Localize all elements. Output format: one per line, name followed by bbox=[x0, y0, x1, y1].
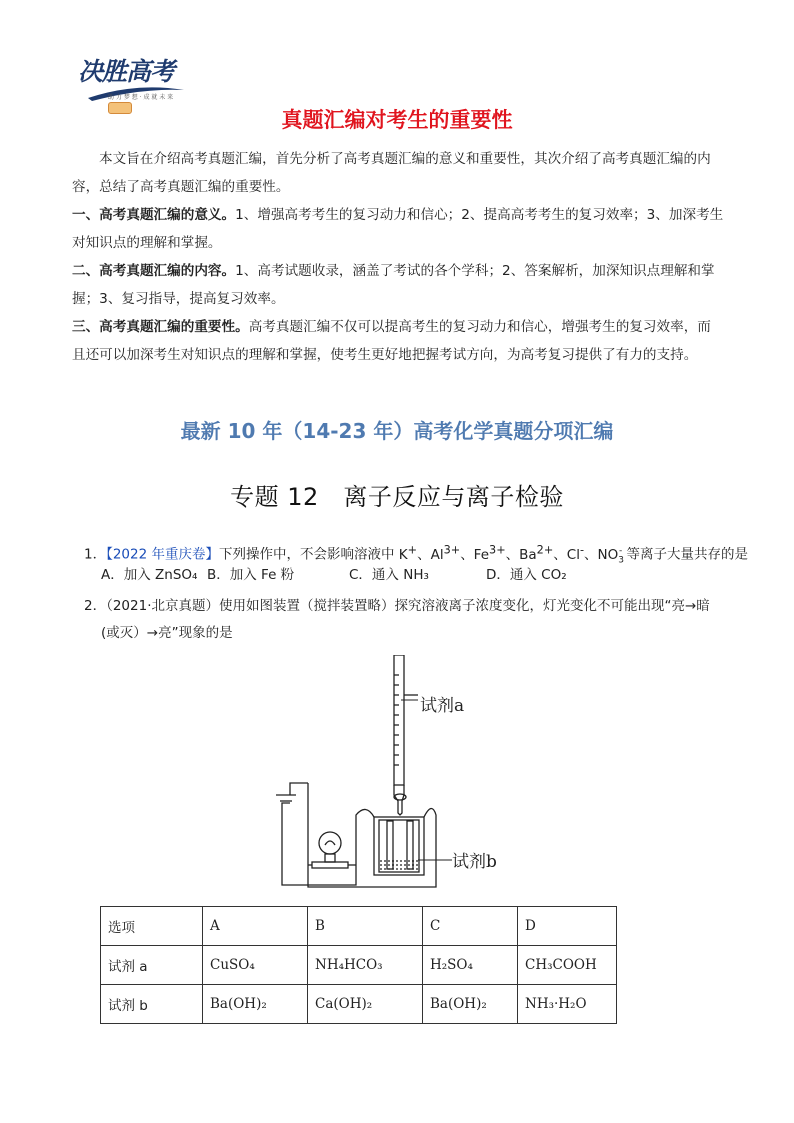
table-row bbox=[101, 907, 617, 946]
question-2-line-1: 2．（2021·北京真题）使用如图装置（搅拌装置略）探究溶液离子浓度变化，灯光变化不可能出现“亮→暗 bbox=[84, 598, 710, 614]
option-a: A．加入 ZnSO₄ bbox=[101, 567, 198, 583]
table-cell: H₂SO₄ bbox=[423, 946, 518, 985]
table-cell: CuSO₄ bbox=[203, 946, 308, 985]
option-d: D．通入 CO₂ bbox=[486, 567, 567, 583]
question-source: 【2022 年重庆卷】 bbox=[106, 546, 219, 563]
table-cell: A bbox=[203, 907, 308, 946]
conductivity-apparatus-figure bbox=[268, 655, 530, 895]
collection-subtitle: 最新 10 年（14-23 年）高考化学真题分项汇编 bbox=[180, 419, 614, 443]
table-row bbox=[101, 985, 617, 1024]
table-cell: Ca(OH)₂ bbox=[308, 985, 423, 1024]
table-cell: 试剂 b bbox=[101, 985, 203, 1024]
burette-icon bbox=[394, 655, 418, 815]
reagent-b-label: 试剂b bbox=[452, 852, 497, 872]
main-title: 真题汇编对考生的重要性 bbox=[281, 108, 513, 132]
section-body: 1、增强高考考生的复习动力和信心；2、提高高考考生的复习效率；3、加深考生对知识点的理解和掌握。 bbox=[72, 207, 724, 251]
question-1-options bbox=[101, 563, 567, 583]
question-stem-end: 等离子大量共存的是 bbox=[622, 546, 749, 563]
question-2-line-2: (或灭）→亮”现象的是 bbox=[101, 625, 233, 641]
table-cell: Ba(OH)₂ bbox=[203, 985, 308, 1024]
table-cell: C bbox=[423, 907, 518, 946]
table-cell: 试剂 a bbox=[101, 946, 203, 985]
question-2 bbox=[84, 593, 724, 647]
intro-paragraph: 本文旨在介绍高考真题汇编，首先分析了高考真题汇编的意义和重要性，其次介绍了高考真题汇编的内容，总结了高考真题汇编的重要性。 bbox=[72, 151, 711, 195]
table-cell: Ba(OH)₂ bbox=[423, 985, 518, 1024]
table-cell: 选项 bbox=[101, 907, 203, 946]
ion-list: K+、$Al^{3+}$、$Fe^{3+}$、$Ba^{2+}$、Cl-、$NO_3^-$ bbox=[398, 543, 624, 566]
section-importance bbox=[72, 313, 724, 369]
table-cell: D bbox=[518, 907, 617, 946]
option-c: C．通入 NH₃ bbox=[349, 567, 429, 583]
section-heading: 二、高考真题汇编的内容。 bbox=[72, 263, 236, 279]
topic-title: 专题 12 离子反应与离子检验 bbox=[230, 483, 564, 511]
table-cell: CH₃COOH bbox=[518, 946, 617, 985]
reagent-table bbox=[100, 906, 617, 1024]
logo-tagline: 助 力 梦 想 · 成 就 未 来 bbox=[108, 94, 174, 101]
table-cell: NH₃·H₂O bbox=[518, 985, 617, 1024]
table-row bbox=[101, 946, 617, 985]
section-content bbox=[72, 257, 724, 313]
section-heading: 三、高考真题汇编的重要性。 bbox=[72, 319, 249, 335]
section-body: 高考真题汇编不仅可以提高考生的复习动力和信心，增强考生的复习效率，而且还可以加深考生对知识点的理解和掌握，使考生更好地把握考试方向，为高考复习提供了有力的支持。 bbox=[72, 319, 711, 363]
question-stem: 下列操作中，不会影响溶液中 bbox=[219, 546, 399, 563]
light-bulb-icon bbox=[308, 832, 356, 868]
section-meaning bbox=[72, 201, 724, 257]
option-b: B．加入 Fe 粉 bbox=[207, 567, 295, 583]
section-body: 1、高考试题收录，涵盖了考试的各个学科；2、答案解析，加深知识点理解和掌握；3、复习指导，提高复习效率。 bbox=[72, 263, 715, 307]
logo-text: 决胜高考 bbox=[78, 57, 175, 86]
table-cell: B bbox=[308, 907, 423, 946]
beaker-icon bbox=[374, 817, 424, 875]
table-cell: NH₄HCO₃ bbox=[308, 946, 423, 985]
section-heading: 一、高考真题汇编的意义。 bbox=[72, 207, 236, 223]
reagent-a-label: 试剂a bbox=[420, 696, 465, 716]
question-number: 1． bbox=[84, 546, 107, 563]
